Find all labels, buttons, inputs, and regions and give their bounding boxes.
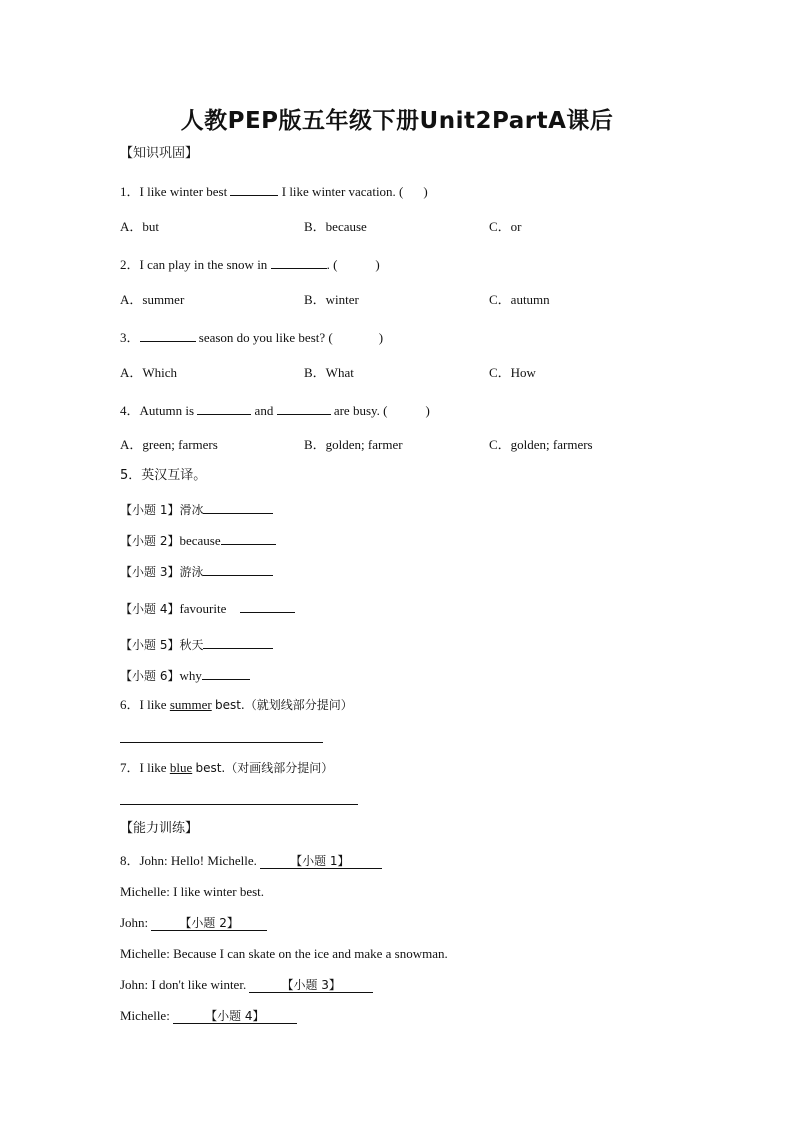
q4-text-mid: and [254,403,274,418]
question-3 [120,328,383,346]
q8-blank-2[interactable]: 【小题 2】 [151,916,266,931]
q4-close: ) [425,403,430,418]
q1-text-a: 1．I like winter best [120,184,228,199]
q5-item-1 [120,500,273,518]
q5-item-2-blank[interactable] [221,531,276,545]
q5-item-3-label: 【小题 3】 [120,565,180,579]
q4-blank-2[interactable] [277,401,331,415]
question-6 [120,697,353,713]
q5-item-2 [120,531,276,549]
q3-text-a: 3． [120,330,140,345]
q5-item-6-blank[interactable] [202,666,250,680]
q3-option-a[interactable]: A．Which [120,365,178,380]
q5-item-1-blank[interactable] [203,500,273,514]
q4-blank-1[interactable] [197,401,251,415]
question-1 [120,182,428,200]
q2-text-a: 2．I can play in the snow in [120,257,268,272]
q4-option-a[interactable]: A．green; farmers [120,437,218,452]
q8-blank-4[interactable]: 【小题 4】 [173,1009,296,1024]
q3-blank[interactable] [140,328,196,342]
q7-answer-line[interactable] [120,804,358,805]
q1-option-b[interactable]: B．because [304,219,367,234]
question-5-title: 5．英汉互译。 [120,468,207,483]
q8-line-3 [120,915,267,931]
question-4 [120,401,430,419]
q1-blank[interactable] [230,182,278,196]
q5-item-2-word: because [179,533,221,548]
q2-option-c[interactable]: C．autumn [489,292,550,307]
q8-line-4-text: Michelle: Because I can skate on the ice and make a snowman. [120,946,448,961]
q6-prefix: 6．I like [120,697,167,712]
q8-line-6-text: Michelle: [120,1008,170,1023]
q8-line-6 [120,1008,297,1024]
q8-line-1 [120,853,382,869]
q5-item-5-blank[interactable] [203,635,273,649]
q4-text-a: 4．Autumn is [120,403,195,418]
q8-line-5-text: John: I don't like winter. [120,977,247,992]
q5-item-5 [120,635,273,653]
q6-suffix: best.（就划线部分提问） [214,698,353,712]
q5-item-2-label: 【小题 2】 [120,534,180,548]
q8-line-3-text: John: [120,915,149,930]
q5-item-3-word: 游泳 [179,565,204,579]
q7-prefix: 7．I like [120,760,167,775]
q5-item-4-word: favourite [179,601,227,616]
q8-blank-3[interactable]: 【小题 3】 [249,978,372,993]
q3-option-b[interactable]: B．What [304,365,354,380]
q4-option-b[interactable]: B．golden; farmer [304,437,403,452]
q8-line-1-text: 8．John: Hello! Michelle. [120,853,257,868]
q2-text-b: . ( [326,257,338,272]
section-heading-knowledge: 【知识巩固】 [120,146,199,161]
q5-item-3 [120,562,273,580]
q5-item-1-word: 滑冰 [179,503,204,517]
q5-item-1-label: 【小题 1】 [120,503,180,517]
q5-item-5-label: 【小题 5】 [120,638,180,652]
q3-option-c[interactable]: C．How [489,365,536,380]
q5-item-5-word: 秋天 [179,638,204,652]
q8-line-2-text: Michelle: I like winter best. [120,884,265,899]
q8-line-5 [120,977,373,993]
q2-option-a[interactable]: A．summer [120,292,185,307]
q5-item-4-label: 【小题 4】 [120,602,180,616]
q1-option-a[interactable]: A．but [120,219,160,234]
q2-blank[interactable] [271,255,327,269]
q5-item-6-word: why [179,668,202,683]
q6-underlined-word: summer [169,697,212,712]
q5-item-4-blank[interactable] [240,599,295,613]
question-2 [120,255,380,273]
q6-answer-line[interactable] [120,742,323,743]
q3-close: ) [378,330,384,345]
q5-item-4 [120,599,295,617]
q5-item-6 [120,666,250,684]
q1-text-b: I like winter vacation. ( [281,184,404,199]
q4-text-b: are busy. ( [333,403,388,418]
q5-item-3-blank[interactable] [203,562,273,576]
q2-option-b[interactable]: B．winter [304,292,359,307]
q5-item-6-label: 【小题 6】 [120,669,180,683]
q7-underlined-word: blue [169,760,193,775]
q4-option-c[interactable]: C．golden; farmers [489,437,593,452]
q7-suffix: best.（对画线部分提问） [195,761,334,775]
section-heading-ability: 【能力训练】 [120,821,199,836]
q3-text-b: season do you like best? ( [198,330,333,345]
q1-option-c[interactable]: C．or [489,219,522,234]
q8-line-2 [120,884,264,900]
q8-line-4 [120,946,448,962]
page-title: 人教PEP版五年级下册Unit2PartA课后 [180,108,614,134]
question-7 [120,760,333,776]
q1-close: ) [423,184,428,199]
q8-blank-1[interactable]: 【小题 1】 [260,854,381,869]
q2-close: ) [375,257,380,272]
